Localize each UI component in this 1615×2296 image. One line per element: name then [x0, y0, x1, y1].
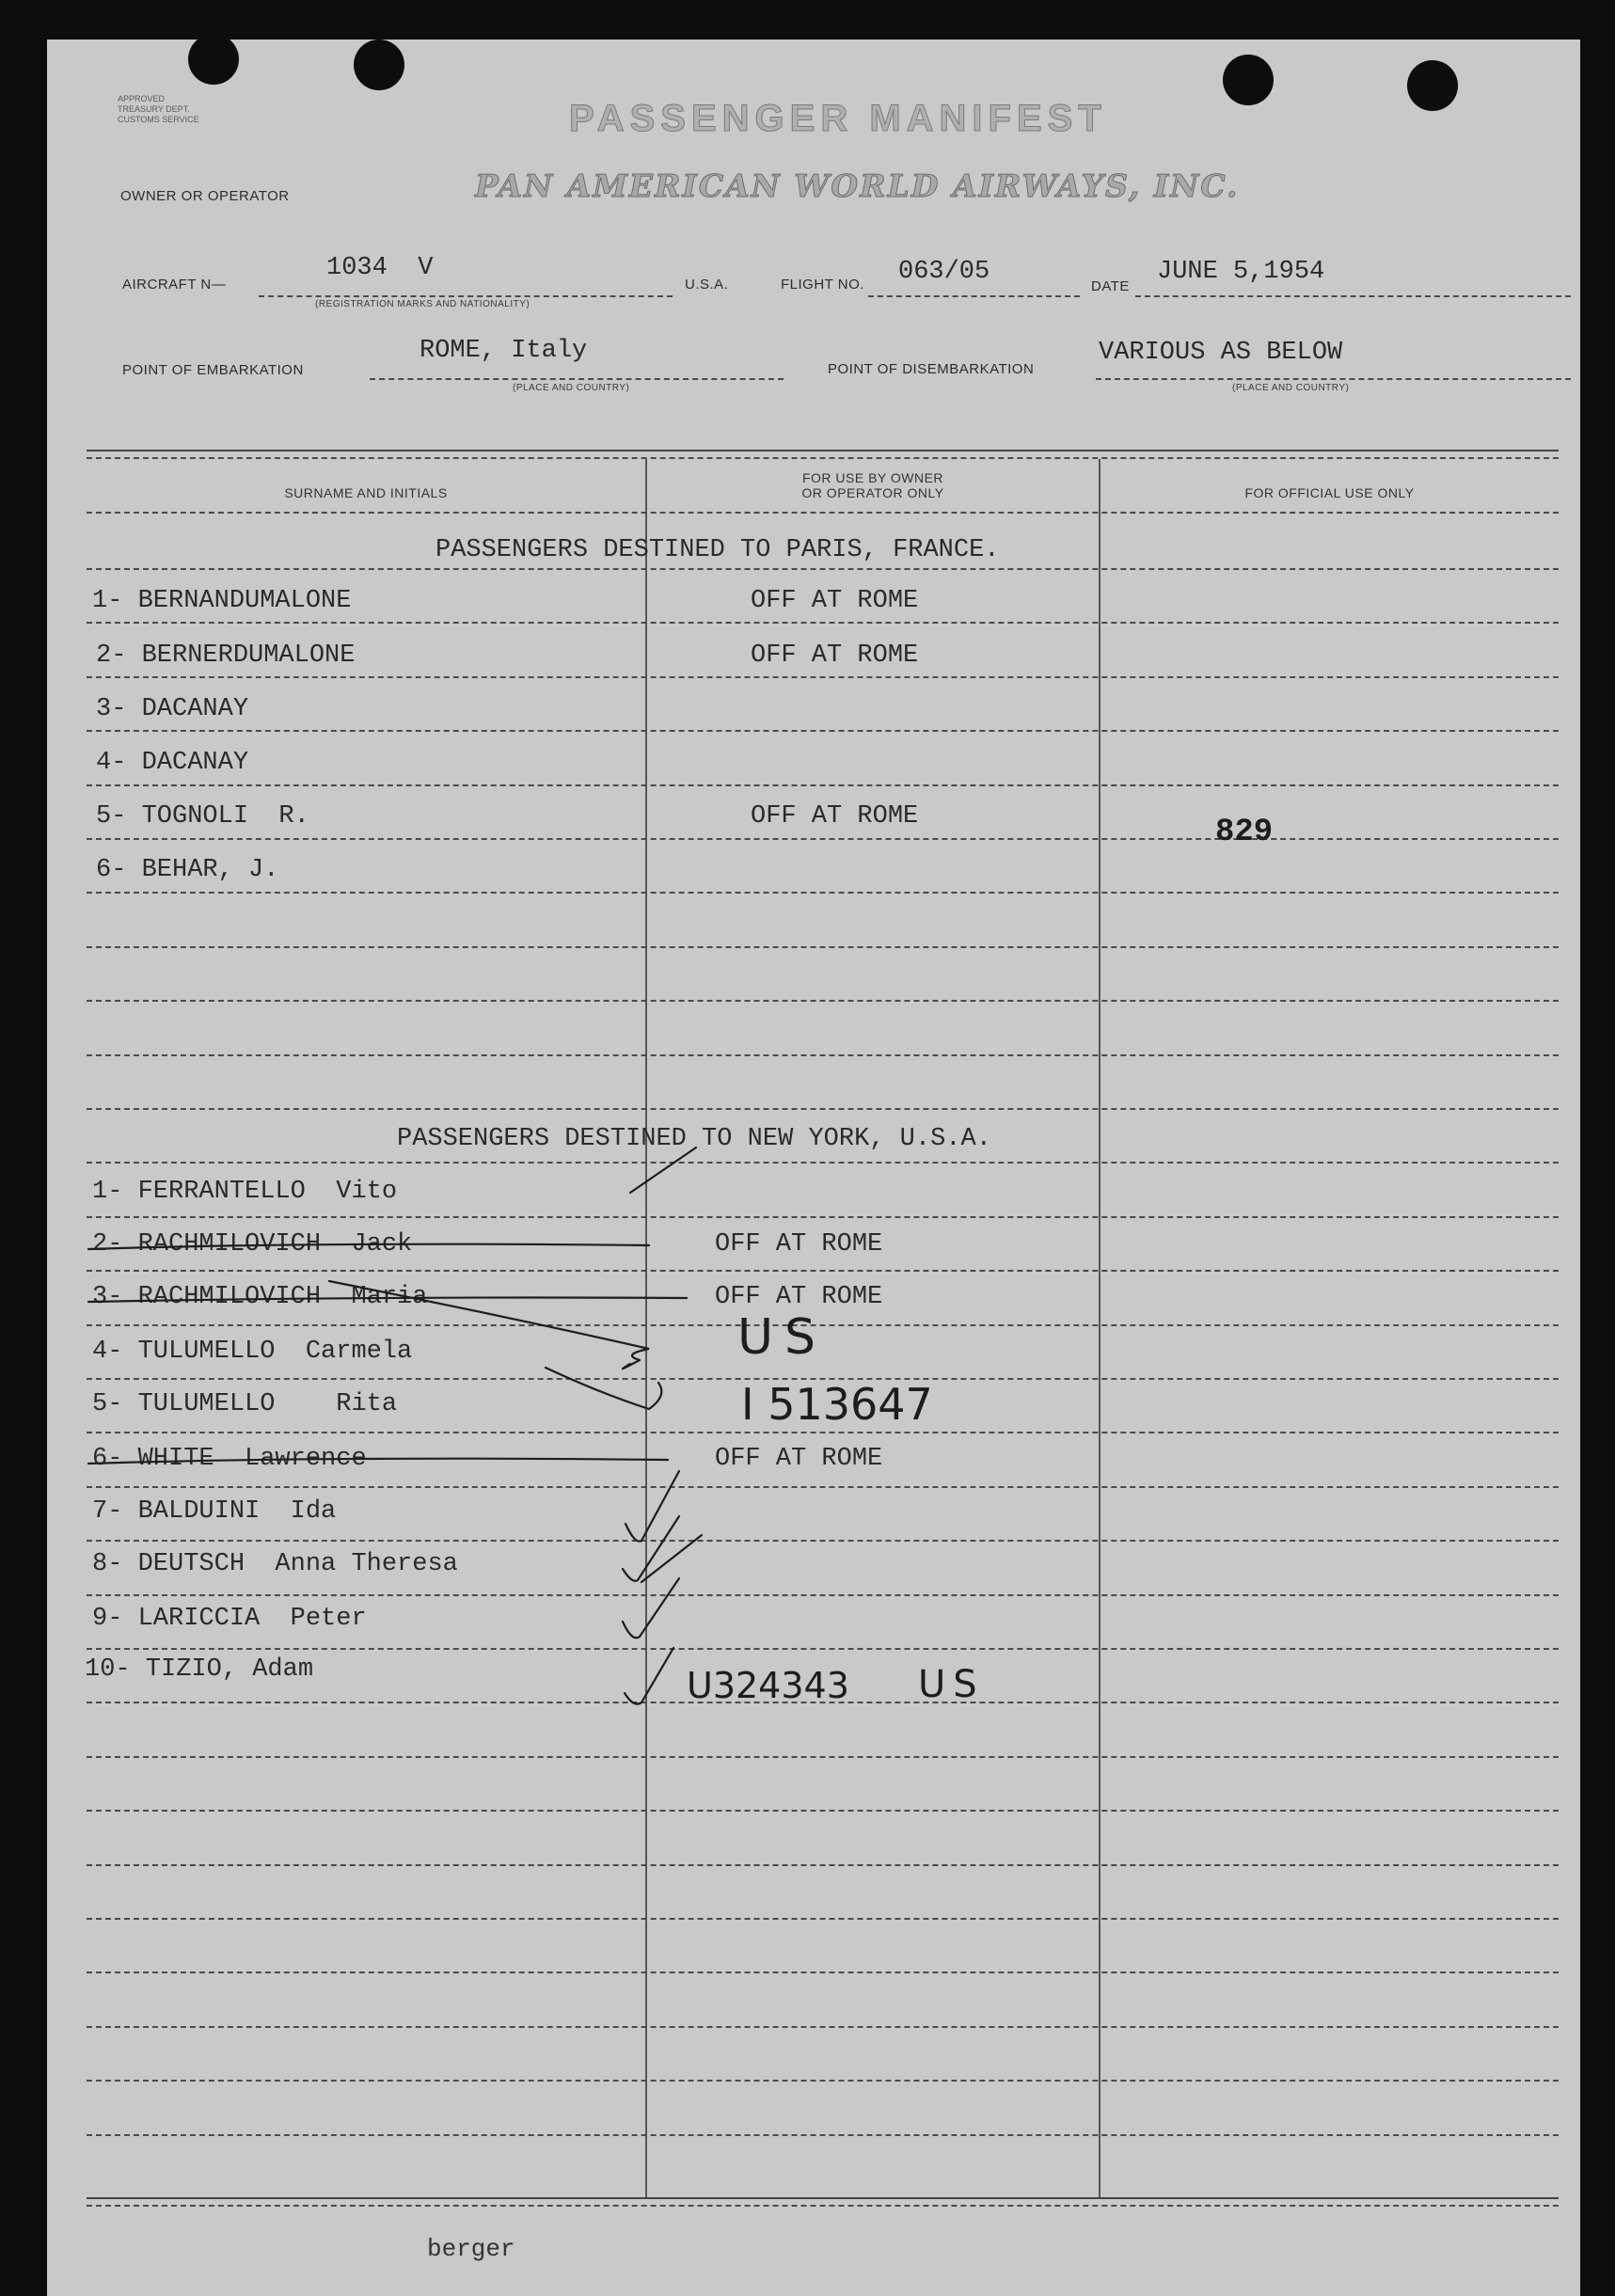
aircraft-label: AIRCRAFT N— [122, 277, 227, 293]
passenger-row: 4- DACANAY [96, 749, 249, 777]
passenger-row: 1- FERRANTELLO Vito [92, 1178, 398, 1206]
passenger-row: 3- RACHMILOVICH Maria [92, 1283, 428, 1311]
disembarkation-value: VARIOUS AS BELOW [1099, 339, 1343, 367]
passenger-row: 5- TULUMELLO Rita [92, 1390, 398, 1418]
column-header-owner-use: FOR USE BY OWNER OR OPERATOR ONLY [801, 470, 944, 500]
passenger-row: 7- BALDUINI Ida [92, 1497, 337, 1526]
passenger-row: 4- TULUMELLO Carmela [92, 1338, 413, 1366]
passenger-note: OFF AT ROME [751, 802, 919, 831]
passenger-note: OFF AT ROME [715, 1283, 883, 1311]
manifest-sheet [47, 40, 1580, 2296]
passenger-row: 2- BERNERDUMALONE [96, 641, 356, 670]
handwritten-us: US [918, 1663, 985, 1706]
approval-stamp: APPROVED TREASURY DEPT. CUSTOMS SERVICE [118, 94, 199, 124]
passenger-row: 5- TOGNOLI R. [96, 802, 309, 831]
column-header-surname: SURNAME AND INITIALS [284, 485, 448, 500]
aircraft-sublabel: (REGISTRATION MARKS AND NATIONALITY) [315, 299, 530, 309]
aircraft-value: 1034 V [326, 254, 434, 282]
passenger-row: 3- DACANAY [96, 695, 249, 723]
flight-value: 063/05 [898, 258, 990, 286]
embarkation-value: ROME, Italy [420, 337, 588, 365]
handwritten-id: U324343 [687, 1665, 849, 1706]
passenger-row: 6- WHITE Lawrence [92, 1445, 367, 1473]
column-header-official: FOR OFFICIAL USE ONLY [1244, 485, 1415, 500]
page-title: PASSENGER MANIFEST [569, 98, 1107, 139]
passenger-row: 2- RACHMILOVICH Jack [92, 1230, 413, 1259]
section-heading-paris: PASSENGERS DESTINED TO PARIS, FRANCE. [435, 536, 1000, 564]
passenger-row: 9- LARICCIA Peter [92, 1605, 367, 1633]
table-bottom-rule [87, 2205, 1559, 2207]
embarkation-sublabel: (PLACE AND COUNTRY) [513, 383, 630, 393]
owner-label: OWNER OR OPERATOR [120, 188, 290, 204]
official-stamp-number: 829 [1215, 815, 1274, 850]
passenger-row: 1- BERNANDUMALONE [92, 587, 352, 615]
passenger-note: OFF AT ROME [715, 1445, 883, 1473]
passenger-row: 6- BEHAR, J. [96, 856, 279, 884]
date-label: DATE [1091, 278, 1130, 294]
footer-handwriting: berger [427, 2235, 515, 2263]
passenger-note: OFF AT ROME [751, 587, 919, 615]
passenger-row: 10- TIZIO, Adam [85, 1655, 314, 1684]
handwritten-us: US [737, 1309, 828, 1366]
passenger-note: OFF AT ROME [715, 1230, 883, 1259]
operator-name: PAN AMERICAN WORLD AIRWAYS, INC. [475, 167, 1240, 204]
flight-label: FLIGHT NO. [781, 277, 864, 293]
table-bottom-rule [87, 2197, 1559, 2199]
handwritten-id: I 513647 [741, 1379, 933, 1430]
date-value: JUNE 5,1954 [1157, 258, 1325, 286]
embarkation-label: POINT OF EMBARKATION [122, 362, 304, 378]
passenger-row: 8- DEUTSCH Anna Theresa [92, 1550, 458, 1578]
disembarkation-label: POINT OF DISEMBARKATION [828, 361, 1035, 377]
handwritten-marks [47, 40, 1580, 2296]
disembarkation-sublabel: (PLACE AND COUNTRY) [1232, 383, 1350, 393]
section-heading-new-york: PASSENGERS DESTINED TO NEW YORK, U.S.A. [397, 1125, 991, 1153]
passenger-note: OFF AT ROME [751, 641, 919, 670]
usa-label: U.S.A. [685, 277, 729, 293]
